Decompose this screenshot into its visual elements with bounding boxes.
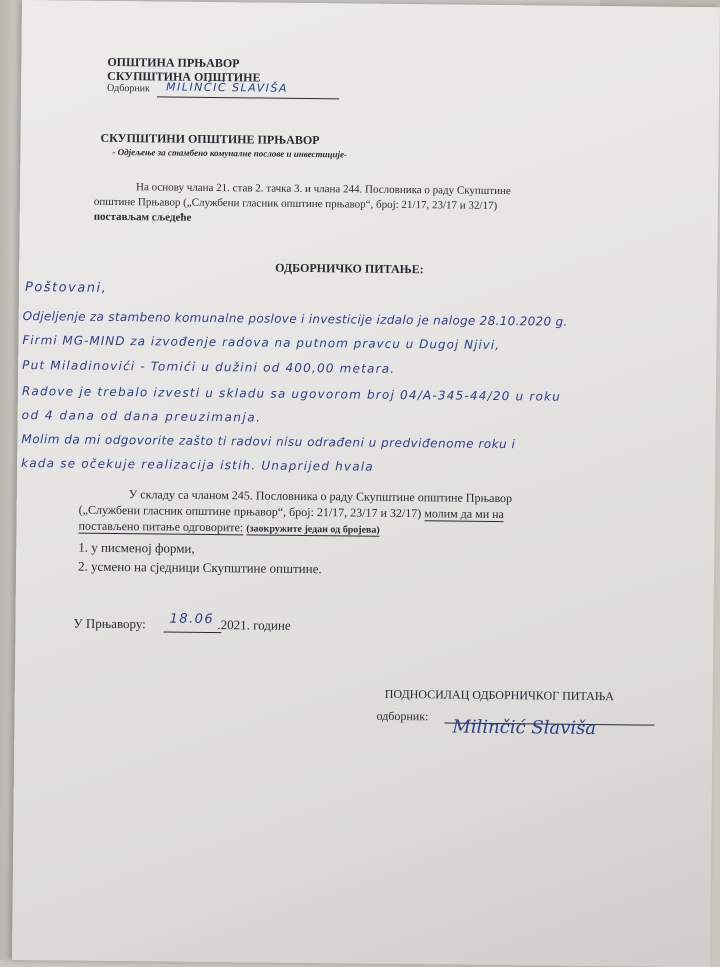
handwritten-line-6: Molim da mi odgovorite zašto ti radovi nisu odrađeni u predviđenome roku i [21, 432, 516, 452]
date-handwritten: 18.06 [169, 611, 215, 628]
document-page [12, 0, 720, 967]
submitter-title: ПОДНОСИЛАЦ ОДБОРНИЧКОГ ПИТАЊА [384, 686, 615, 704]
intro-line-1: На основу члана 21. став 2. тачка 3. и члана 244. Пословника о раду Скупштине [135, 181, 511, 198]
signature-label: одборник: [376, 708, 429, 724]
question-title: ОДБОРНИЧКО ПИТАЊЕ: [275, 260, 424, 277]
handwritten-line-1: Odjeljenje za stambeno komunalne poslove i investicije izdalo je naloge 28.10.2020 g. [22, 309, 568, 329]
date-prefix: У Прњавору: [73, 615, 146, 632]
date-underline [163, 632, 221, 634]
councilor-underline [157, 96, 339, 99]
handwritten-line-4: Radove je trebalo izvesti u skladu sa ugovorom broj 04/A-345-44/20 u roku [21, 384, 562, 404]
reply-line-3 [78, 519, 379, 537]
reply-gazette-ref: („Службени гласник општине прњавор“, број: 21/17, 23/17 и 32/17) [78, 502, 422, 521]
option-written: 1. у писменој форми, [78, 539, 195, 556]
date-suffix: .2021. године [217, 617, 291, 633]
reply-line-1: У складу са чланом 245. Пословника о раду Скупштине општине Прњавор [128, 487, 513, 506]
handwritten-line-7: kada se očekuje realizacija istih. Unaprijed hvala [21, 456, 374, 474]
addressee-title: СКУПШТИНИ ОПШТИНЕ ПРЊАВОР [100, 130, 320, 148]
reply-circle-hint: (заокружите један од бројева) [246, 523, 380, 536]
councilor-label: Одборник [107, 82, 150, 95]
handwritten-line-5: od 4 dana od dana preuzimanja. [21, 408, 262, 425]
assembly-name: СКУПШТИНА ОПШТИНЕ [107, 68, 261, 85]
handwritten-line-2: Firmi MG-MIND za izvođenje radova na putnom pravcu u Dugoj Njivi, [22, 333, 501, 353]
intro-line-2: општине Прњавор („Службени гласник општине прњавор“, број: 21/17, 23/17 и 32/17) [93, 195, 498, 212]
intro-line-3: постављам сљедеће [93, 210, 192, 224]
handwritten-signature: Milinčić Slaviša [452, 716, 597, 740]
handwritten-greeting: Poštovani, [24, 280, 108, 296]
option-oral: 2. усмено на сједници Скупштине општине. [77, 558, 322, 577]
councilor-name-handwritten: MILINČIĆ SLAVIŠA [166, 80, 288, 95]
municipality-name: ОПШТИНА ПРЊАВОР [107, 54, 240, 71]
reply-request: молим да ми на [424, 506, 504, 522]
addressee-department: - Одјељење за стамбено комуналне послове и инвестиције- [112, 146, 348, 160]
handwritten-line-3: Put Miladinovići - Tomići u dužini od 400,00 metara. [22, 358, 396, 376]
reply-instruction: постављено питање одговорите: [78, 518, 244, 535]
